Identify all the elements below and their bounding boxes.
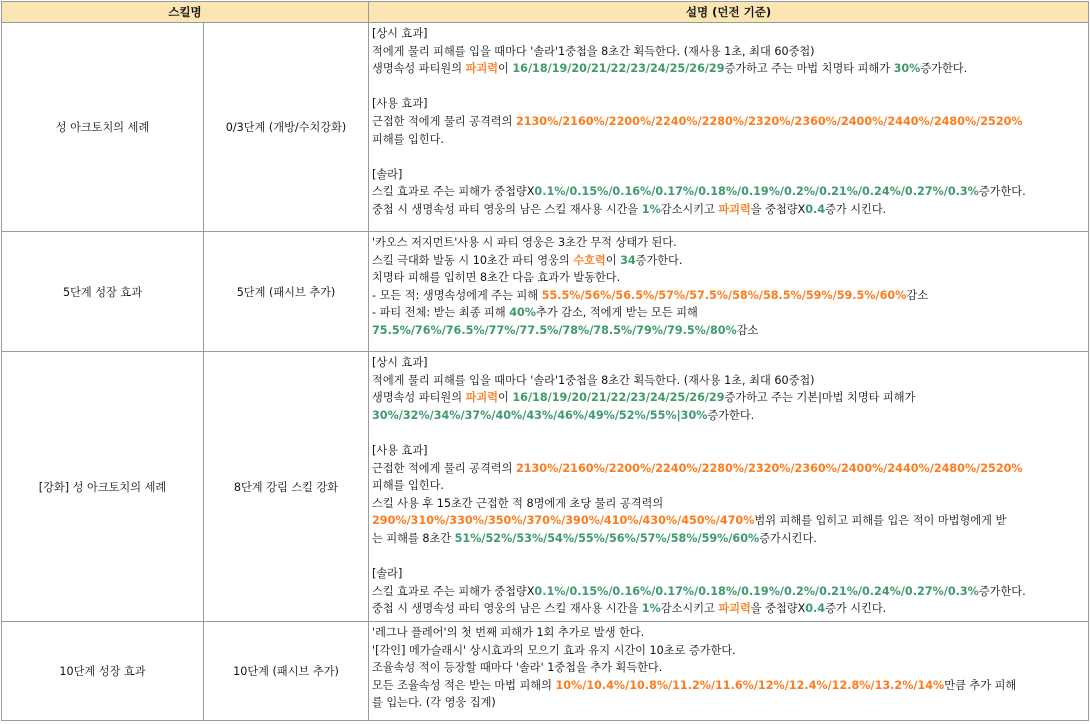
description-text: 스킬 극대화 발동 시 10초간 파티 영웅의 bbox=[372, 253, 574, 267]
description-line bbox=[372, 113, 1085, 131]
skill-description-cell bbox=[369, 232, 1089, 352]
description-text: 생명속성 파티원의 bbox=[372, 391, 466, 405]
description-text: 생명속성 파티원의 bbox=[372, 62, 466, 76]
description-text: 중첩 시 생명속성 파티 영웅의 남은 스킬 재사용 시간을 bbox=[372, 202, 642, 216]
description-text: [사용 효과] bbox=[372, 97, 428, 111]
table-row bbox=[2, 232, 1089, 352]
highlight-orange-text: 55.5%/56%/56.5%/57%/57.5%/58%/58.5%/59%/59.5%/60% bbox=[541, 288, 907, 302]
description-text: 근접한 적에게 물리 공격력의 bbox=[372, 461, 516, 475]
description-text: 증가시킨다. bbox=[759, 531, 817, 545]
skill-name-cell: 5단계 성장 효과 bbox=[2, 232, 204, 352]
skill-stage-cell: 8단계 강림 스킬 강화 bbox=[204, 352, 369, 622]
highlight-green-text: 16/18/19/20/21/22/23/24/25/26/29 bbox=[512, 391, 725, 405]
description-text: - 파티 전체: 받는 최종 피해 bbox=[372, 306, 510, 320]
skill-name-cell: 10단계 성장 효과 bbox=[2, 622, 204, 721]
description-line bbox=[372, 583, 1085, 601]
description-text: 는 피해를 8초간 bbox=[372, 531, 455, 545]
skill-stage-cell: 10단계 (패시브 추가) bbox=[204, 622, 369, 721]
highlight-green-text: 51%/52%/53%/54%/55%/56%/57%/58%/59%/60% bbox=[454, 531, 760, 545]
description-text: - 모든 적: 생명속성에게 주는 피해 bbox=[372, 288, 542, 302]
description-line bbox=[372, 131, 1085, 149]
skill-stage-cell: 5단계 (패시브 추가) bbox=[204, 232, 369, 352]
description-text: [솔라] bbox=[372, 567, 403, 581]
description-line bbox=[372, 95, 1085, 113]
highlight-orange-text: 파괴력 bbox=[465, 62, 499, 76]
description-text: [솔라] bbox=[372, 167, 403, 181]
highlight-green-text: 16/18/19/20/21/22/23/24/25/26/29 bbox=[512, 62, 725, 76]
skill-name-cell: 성 아크토치의 세례 bbox=[2, 23, 204, 232]
description-text: 감소시키고 bbox=[660, 602, 719, 616]
highlight-orange-text: 10%/10.4%/10.8%/11.2%/11.6%/12%/12.4%/12.8%/13.2%/14% bbox=[555, 678, 945, 692]
highlight-green-text: 30%/32%/34%/37%/40%/43%/46%/49%/52%/55%|30% bbox=[372, 408, 708, 422]
table-row bbox=[2, 23, 1089, 232]
header-skill-name: 스킬명 bbox=[2, 2, 369, 23]
description-text: 증가한다. bbox=[635, 253, 683, 267]
highlight-orange-text: 2130%/2160%/2200%/2240%/2280%/2320%/2360%/2400%/2440%/2480%/2520% bbox=[515, 461, 1023, 475]
skill-stage-cell: 0/3단계 (개방/수치강화) bbox=[204, 23, 369, 232]
description-line bbox=[372, 322, 1085, 340]
description-text: 감소시키고 bbox=[660, 202, 719, 216]
description-text: 이 bbox=[605, 253, 621, 267]
description-text: 증가 시킨다. bbox=[825, 202, 887, 216]
description-text: 감소 bbox=[736, 323, 759, 337]
highlight-green-text: 0.4 bbox=[805, 202, 826, 216]
description-line bbox=[372, 659, 1085, 677]
description-line bbox=[372, 424, 1085, 442]
description-text: 증가한다. bbox=[978, 185, 1026, 199]
description-text: 조율속성 적이 등장할 때마다 '솔라' 1중첩을 추가 획득한다. bbox=[372, 661, 663, 675]
description-text: 증가한다. bbox=[978, 584, 1026, 598]
highlight-green-text: 0.1%/0.15%/0.16%/0.17%/0.18%/0.19%/0.2%/0.21%/0.24%/0.27%/0.3% bbox=[534, 185, 979, 199]
description-text: 증가한다. bbox=[707, 408, 755, 422]
description-text: 증가한다. bbox=[920, 62, 968, 76]
highlight-orange-text: 290%/310%/330%/350%/370%/390%/410%/430%/450%/470% bbox=[372, 514, 755, 528]
description-line bbox=[372, 372, 1085, 390]
skill-description-cell bbox=[369, 352, 1089, 622]
highlight-green-text: 1% bbox=[641, 202, 661, 216]
description-text: 추가 감소, 적에게 받는 모든 피해 bbox=[536, 306, 698, 320]
description-line bbox=[372, 460, 1085, 478]
description-text: 중첩 시 생명속성 파티 영웅의 남은 스킬 재사용 시간을 bbox=[372, 602, 642, 616]
description-text: 증가하고 주는 기본|마법 치명타 피해가 bbox=[724, 391, 916, 405]
description-text: 피해를 입힌다. bbox=[372, 479, 444, 493]
description-text: 스킬 사용 후 15초간 근접한 적 8명에게 초당 물리 공격력의 bbox=[372, 496, 664, 510]
highlight-orange-text: 파괴력 bbox=[465, 391, 499, 405]
description-text: 을 중첩량X bbox=[750, 602, 806, 616]
highlight-orange-text: 2130%/2160%/2200%/2240%/2280%/2320%/2360%/2400%/2440%/2480%/2520% bbox=[515, 114, 1023, 128]
description-text: 이 bbox=[498, 62, 513, 76]
description-text: 스킬 효과로 주는 피해가 중첩량X bbox=[372, 185, 535, 199]
description-text: [상시 효과] bbox=[372, 27, 428, 40]
description-text: 감소 bbox=[906, 288, 929, 302]
description-text: 증가하고 주는 마법 치명타 피해가 bbox=[724, 62, 894, 76]
skill-description-cell bbox=[369, 23, 1089, 232]
description-line bbox=[372, 677, 1085, 695]
highlight-orange-text: 수호력 bbox=[573, 253, 606, 267]
table-header-row bbox=[2, 2, 1089, 23]
description-line bbox=[372, 25, 1085, 43]
header-description: 설명 (던전 기준) bbox=[369, 2, 1089, 23]
description-line bbox=[372, 354, 1085, 372]
description-line bbox=[372, 166, 1085, 184]
description-text: [상시 효과] bbox=[372, 356, 428, 369]
highlight-orange-text: 파괴력 bbox=[718, 202, 751, 216]
highlight-green-text: 75.5%/76%/76.5%/77%/77.5%/78%/78.5%/79%/79.5%/80% bbox=[372, 323, 737, 337]
description-text: 만큼 추가 피해 bbox=[944, 678, 1017, 692]
highlight-orange-text: 파괴력 bbox=[718, 602, 751, 616]
highlight-green-text: 34 bbox=[620, 253, 636, 267]
description-text: 를 입는다. (각 영웅 집계) bbox=[372, 696, 496, 710]
description-line bbox=[372, 287, 1085, 305]
description-line bbox=[372, 477, 1085, 495]
description-line bbox=[372, 304, 1085, 322]
description-text: '[각인] 메가슬래시' 상시효과의 모으기 효과 유지 시간이 10초로 증가한다. bbox=[372, 643, 736, 657]
description-line bbox=[372, 78, 1085, 96]
description-line bbox=[372, 624, 1085, 642]
description-line bbox=[372, 694, 1085, 712]
highlight-green-text: 0.4 bbox=[805, 602, 826, 616]
description-line bbox=[372, 642, 1085, 660]
description-text: 스킬 효과로 주는 피해가 중첩량X bbox=[372, 584, 535, 598]
description-line bbox=[372, 201, 1085, 219]
description-line bbox=[372, 530, 1085, 548]
highlight-green-text: 30% bbox=[893, 62, 921, 76]
description-line bbox=[372, 148, 1085, 166]
description-line bbox=[372, 269, 1085, 287]
description-text: 적에게 물리 피해를 입을 때마다 '솔라'1중첩을 8초간 획득한다. (재사용 1초, 최대 60중첩) bbox=[372, 44, 815, 58]
description-line bbox=[372, 407, 1085, 425]
description-text: 범위 피해를 입히고 피해를 입은 적이 마법형에게 받 bbox=[754, 514, 1007, 528]
highlight-green-text: 40% bbox=[509, 306, 537, 320]
description-line bbox=[372, 442, 1085, 460]
description-text: 근접한 적에게 물리 공격력의 bbox=[372, 114, 516, 128]
table-row bbox=[2, 352, 1089, 622]
skill-description-cell bbox=[369, 622, 1089, 721]
highlight-green-text: 0.1%/0.15%/0.16%/0.17%/0.18%/0.19%/0.2%/0.21%/0.24%/0.27%/0.3% bbox=[534, 584, 979, 598]
description-text: 을 중첩량X bbox=[750, 202, 806, 216]
description-line bbox=[372, 252, 1085, 270]
description-line bbox=[372, 43, 1085, 61]
description-line bbox=[372, 389, 1085, 407]
description-line bbox=[372, 234, 1085, 252]
skill-table bbox=[1, 1, 1089, 721]
description-text: '레그나 플레어'의 첫 번째 피해가 1회 추가로 발생 한다. bbox=[372, 626, 645, 639]
description-line bbox=[372, 548, 1085, 566]
description-line bbox=[372, 183, 1085, 201]
description-text: [사용 효과] bbox=[372, 443, 428, 457]
description-line bbox=[372, 60, 1085, 78]
table-row bbox=[2, 622, 1089, 721]
description-text: '카오스 저지먼트'사용 시 파티 영웅은 3초간 무적 상태가 된다. bbox=[372, 236, 677, 249]
description-line bbox=[372, 565, 1085, 583]
description-line bbox=[372, 512, 1085, 530]
description-text: 증가 시킨다. bbox=[825, 602, 887, 616]
description-text: 치명타 피해를 입히면 8초간 다음 효과가 발동한다. bbox=[372, 271, 621, 285]
description-text: 이 bbox=[498, 391, 513, 405]
skill-name-cell: [강화] 성 아크토치의 세례 bbox=[2, 352, 204, 622]
description-text: 적에게 물리 피해를 입을 때마다 '솔라'1중첩을 8초간 획득한다. (재사용 1초, 최대 60중첩) bbox=[372, 373, 815, 387]
description-text: 모든 조율속성 적은 받는 마법 피해의 bbox=[372, 678, 556, 692]
description-line bbox=[372, 495, 1085, 513]
highlight-green-text: 1% bbox=[641, 602, 661, 616]
description-line bbox=[372, 600, 1085, 618]
description-text: 피해를 입힌다. bbox=[372, 132, 444, 146]
